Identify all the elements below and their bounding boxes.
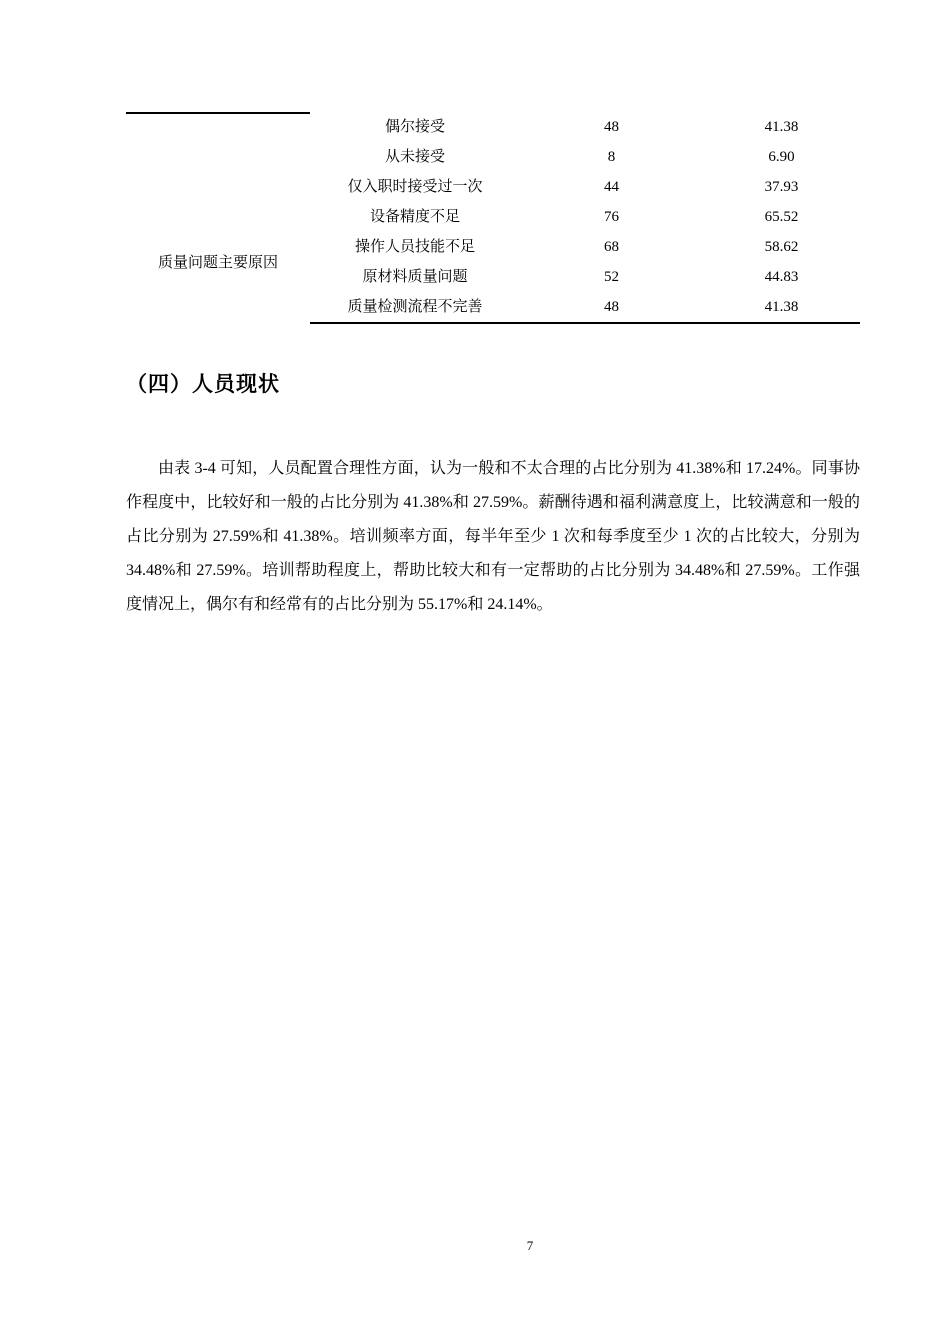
option-cell: 操作人员技能不足 [354,239,475,255]
section-heading: （四）人员现状 [126,372,280,396]
percent-cell: 65.52 [764,209,799,225]
percent-cell: 41.38 [764,119,799,135]
count-cell: 52 [604,269,619,285]
count-cell: 68 [604,239,619,255]
page-number: 7 [526,1238,534,1253]
option-cell: 偶尔接受 [384,119,445,135]
percent-cell: 37.93 [764,179,799,195]
option-cell: 从未接受 [384,149,445,165]
count-cell: 8 [607,149,616,165]
count-cell: 44 [604,179,619,195]
percent-cell: 44.83 [764,269,799,285]
option-cell: 原材料质量问题 [362,269,468,285]
percent-cell: 41.38 [703,292,860,323]
category-cell-quality-causes: 质量问题主要原因 [157,254,278,271]
body-paragraph: 由表 3-4 可知，人员配置合理性方面，认为一般和不太合理的占比分别为 41.38%和 17.24%。同事协作程度中，比较好和一般的占比分别为 41.38%和 27.59%。薪酬待遇和福利满意度上，比较满意和一般的占比分别为 27.59%和 41.38%。培训频率方面，每半年至少 1 次和每季度至少 1 次的占比较大，分别为 34.48%和 27.59%。培训帮助程度上，帮助比较大和有一定帮助的占比分别为 34.48%和 27.59%。工作强度情况上，偶尔有和经常有的占比分别为 55.17%和 24.14%。 [126,460,860,613]
table-row [126,172,860,202]
count-cell: 48 [520,292,703,323]
option-cell: 质量检测流程不完善 [310,292,520,323]
percent-cell: 6.90 [768,149,795,165]
count-cell: 76 [604,209,619,225]
percent-cell: 58.62 [764,239,799,255]
category-cell [126,172,310,202]
table-row [126,142,860,172]
table-row [126,112,860,142]
category-cell [126,112,310,142]
category-cell [126,142,310,172]
option-cell: 仅入职时接受过一次 [347,179,483,195]
survey-table [126,112,860,324]
table-row [126,202,860,232]
option-cell: 设备精度不足 [369,209,460,225]
count-cell: 48 [604,119,619,135]
